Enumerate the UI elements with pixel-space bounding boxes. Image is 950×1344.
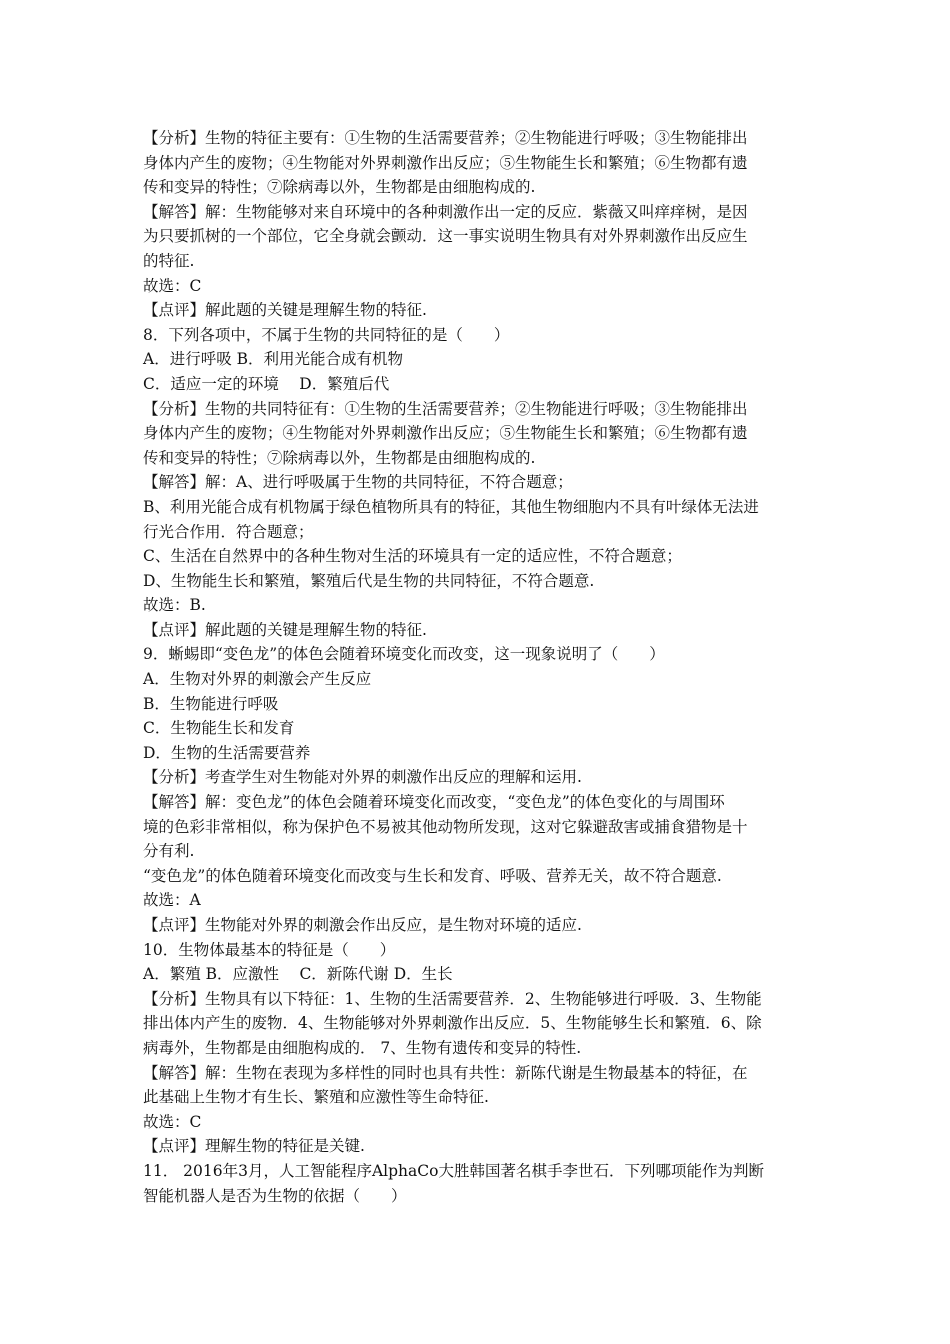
question-11: 11． 2016年3月，人工智能程序AlphaCo大胜韩国著名棋手李世石．下列哪项能作为判断 <box>143 1161 764 1180</box>
answer-line: 故选：B. <box>143 596 206 615</box>
text-line: 传和变异的特性；⑦除病毒以外，生物都是由细胞构成的. <box>143 178 536 197</box>
text-line: 【分析】考查学生对生物能对外界的刺激作出反应的理解和运用. <box>143 768 582 787</box>
text-line: 行光合作用．符合题意； <box>143 522 314 541</box>
text-line: 【解答】解：生物能够对来自环境中的各种刺激作出一定的反应．紫薇又叫痒痒树，是因 <box>143 202 748 221</box>
question-9-option-b: B．生物能进行呼吸 <box>143 694 279 713</box>
text-line: 身体内产生的废物；④生物能对外界刺激作出反应；⑤生物能生长和繁殖；⑥生物都有遗 <box>143 153 748 172</box>
question-8-options: C．适应一定的环境 D．繁殖后代 <box>143 374 390 393</box>
text-line: “变色龙”的体色随着环境变化而改变与生长和发育、呼吸、营养无关，故不符合题意. <box>143 866 722 885</box>
text-line: 【解答】解：A、进行呼吸属于生物的共同特征，不符合题意； <box>143 473 573 492</box>
text-line: 病毒外，生物都是由细胞构成的． 7、生物有遗传和变异的特性. <box>143 1038 582 1057</box>
comment-line: 【点评】解此题的关键是理解生物的特征. <box>143 301 427 320</box>
text-line: 【分析】生物的共同特征有：①生物的生活需要营养；②生物能进行呼吸；③生物能排出 <box>143 399 748 418</box>
answer-line: 故选：A <box>143 891 201 910</box>
answer-line: 故选：C <box>143 1112 202 1131</box>
question-8: 8．下列各项中，不属于生物的共同特征的是（ ） <box>143 325 510 344</box>
question-9-option-c: C．生物能生长和发育 <box>143 719 295 738</box>
text-line: 【解答】解：生物在表现为多样性的同时也具有共性：新陈代谢是生物最基本的特征，在 <box>143 1063 748 1082</box>
text-line: 的特征. <box>143 251 195 270</box>
comment-line: 【点评】解此题的关键是理解生物的特征. <box>143 620 427 639</box>
text-line: 身体内产生的废物；④生物能对外界刺激作出反应；⑤生物能生长和繁殖；⑥生物都有遗 <box>143 424 748 443</box>
text-line: D、生物能生长和繁殖，繁殖后代是生物的共同特征，不符合题意. <box>143 571 595 590</box>
text-line: 此基础上生物才有生长、繁殖和应激性等生命特征. <box>143 1088 489 1107</box>
text-line: 【解答】解：变色龙”的体色会随着环境变化而改变，“变色龙”的体色变化的与周围环 <box>143 793 725 812</box>
question-9-option-a: A．生物对外界的刺激会产生反应 <box>143 670 372 689</box>
text-line: B、利用光能合成有机物属于绿色植物所具有的特征，其他生物细胞内不具有叶绿体无法进 <box>143 497 759 516</box>
text-line: C、生活在自然界中的各种生物对生活的环境具有一定的适应性，不符合题意； <box>143 547 682 566</box>
comment-line: 【点评】理解生物的特征是关键. <box>143 1137 365 1156</box>
question-10-options: A．繁殖 B．应激性 C．新陈代谢 D．生长 <box>143 965 453 984</box>
text-line: 排出体内产生的废物．4、生物能够对外界刺激作出反应．5、生物能够生长和繁殖．6、除 <box>143 1014 762 1033</box>
comment-line: 【点评】生物能对外界的刺激会作出反应，是生物对环境的适应. <box>143 916 582 934</box>
text-line: 【分析】生物的特征主要有：①生物的生活需要营养；②生物能进行呼吸；③生物能排出 <box>143 129 748 147</box>
document-page <box>143 126 813 1208</box>
question-11: 智能机器人是否为生物的依据（ ） <box>143 1186 407 1205</box>
question-8-options: A．进行呼吸 B．利用光能合成有机物 <box>143 350 404 369</box>
question-9: 9．蜥蜴即“变色龙”的体色会随着环境变化而改变，这一现象说明了（ ） <box>143 645 665 664</box>
text-line: 【分析】生物具有以下特征：1、生物的生活需要营养．2、生物能够进行呼吸．3、生物能 <box>143 989 762 1008</box>
text-line: 境的色彩非常相似，称为保护色不易被其他动物所发现，这对它躲避敌害或捕食猎物是十 <box>143 817 748 836</box>
question-9-option-d: D．生物的生活需要营养 <box>143 743 311 762</box>
answer-line: 故选：C <box>143 276 202 295</box>
text-line: 分有利. <box>143 842 195 861</box>
text-line: 传和变异的特性；⑦除病毒以外，生物都是由细胞构成的. <box>143 448 536 467</box>
text-line: 为只要抓树的一个部位，它全身就会颤动．这一事实说明生物具有对外界刺激作出反应生 <box>143 227 748 246</box>
question-10: 10．生物体最基本的特征是（ ） <box>143 940 396 959</box>
